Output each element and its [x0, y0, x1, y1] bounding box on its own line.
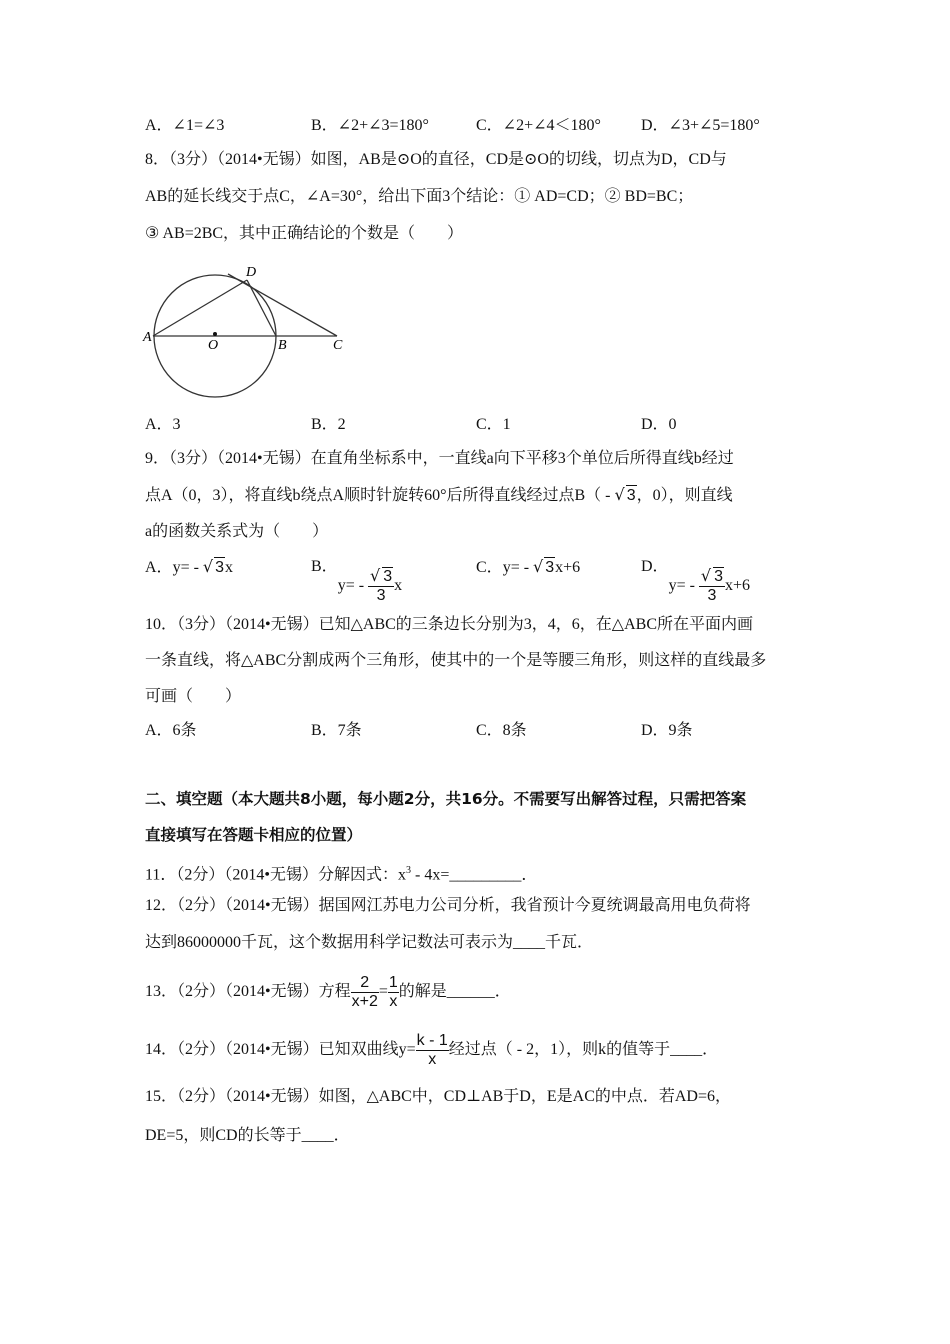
sqrt-icon: √ — [202, 557, 214, 576]
q9-option-a — [145, 557, 233, 578]
q8-stem-line1: 8．（3分）（2014•无锡）如图，AB是⊙O的直径，CD是⊙O的切线，切点为D，CD与 — [145, 151, 727, 168]
label: D． — [641, 558, 669, 575]
label: B． — [311, 558, 338, 575]
q15-line1: 15．（2分）（2014•无锡）如图，△ABC中，CD⊥AB于D，E是AC的中点．若AD=6， — [145, 1088, 731, 1105]
fraction: $\frac{√ 3}{3}$ — [370, 566, 393, 604]
denominator: 3 — [376, 587, 386, 604]
fraction — [416, 1032, 449, 1069]
q9-option-d — [641, 557, 751, 604]
fraction — [388, 974, 399, 1011]
line-dc — [228, 274, 337, 336]
label-c: C — [333, 338, 343, 353]
q9-stem-line2 — [145, 485, 733, 506]
q9-stem-line1: 9．（3分）（2014•无锡）在直角坐标系中，一直线a向下平移3个单位后所得直线b经过 — [145, 450, 734, 467]
text: x — [394, 576, 403, 594]
q7-option-a: A．∠1=∠3 — [145, 117, 225, 134]
label-o: O — [208, 338, 219, 353]
q12-line2: 达到86000000千瓦，这个数据用科学记数法可表示为____千瓦． — [145, 934, 594, 951]
q8-circle-figure — [140, 260, 360, 400]
label-d: D — [246, 265, 257, 280]
text: y= - — [668, 576, 699, 594]
q8-option-a: A．3 — [145, 416, 181, 433]
q10-stem-line3: 可画（ ） — [145, 688, 242, 705]
label-a: A — [143, 330, 152, 345]
label-b: B — [278, 338, 287, 353]
q13 — [145, 972, 511, 1012]
text: - 4x=_________． — [411, 866, 538, 884]
q7-option-b: B．∠2+∠3=180° — [311, 117, 429, 134]
numerator: k - 1 — [416, 1031, 448, 1049]
q9-option-b — [311, 557, 403, 604]
radicand: 3 — [714, 568, 724, 585]
radicand: 3 — [383, 568, 393, 585]
label: C． — [476, 559, 503, 576]
line-db — [247, 280, 276, 336]
text: x+6 — [555, 559, 581, 576]
q7-option-d: D．∠3+∠5=180° — [641, 117, 760, 134]
section-heading-line2: 直接填写在答题卡相应的位置） — [145, 826, 363, 844]
q8-stem-line2: AB的延长线交于点C，∠A=30°，给出下面3个结论：① AD=CD；② BD=BC； — [145, 188, 694, 205]
q10-option-a: A．6条 — [145, 722, 197, 739]
q9-text: ，0），则直线 — [636, 487, 733, 504]
q9-stem-line3: a的函数关系式为（ ） — [145, 523, 329, 540]
q15-line2: DE=5，则CD的长等于____． — [145, 1127, 350, 1144]
q8-option-c: C．1 — [476, 416, 511, 433]
q12-line1: 12．（2分）（2014•无锡）据国网江苏电力公司分析，我省预计今夏统调最高用电负荷将 — [145, 897, 751, 914]
q8-option-b: B．2 — [311, 416, 346, 433]
text: 经过点（ - 2，1），则k的值等于____． — [448, 1041, 719, 1058]
q7-option-c: C．∠2+∠4＜180° — [476, 117, 601, 134]
sqrt-icon: √ — [533, 557, 544, 576]
numerator: 1 — [388, 973, 398, 991]
line-ad — [153, 280, 247, 336]
numerator: 2 — [351, 974, 379, 993]
denominator: x+2 — [351, 992, 378, 1010]
q10-stem-line1: 10．（3分）（2014•无锡）已知△ABC的三条边长分别为3，4，6，在△ABC所在平面内画 — [145, 616, 754, 633]
text: y= - — [172, 559, 203, 576]
radicand: 3 — [545, 559, 555, 576]
q8-stem-line3: ③ AB=2BC，其中正确结论的个数是（ ） — [145, 225, 464, 242]
text: 11．（2分）（2014•无锡）分解因式：x — [145, 866, 407, 884]
q9-option-c — [476, 557, 580, 578]
text: 14．（2分）（2014•无锡）已知双曲线y= — [145, 1041, 416, 1058]
fraction: $\frac{√ 3}{3}$ — [700, 566, 724, 604]
section-heading-line1: 二、填空题（本大题共8小题，每小题2分，共16分。不需要写出解答过程，只需把答案 — [145, 790, 747, 808]
q10-stem-line2: 一条直线，将△ABC分割成两个三角形，使其中的一个是等腰三角形，则这样的直线最多 — [145, 652, 767, 669]
text: y= - — [337, 576, 369, 594]
q9-text: 点A（0，3），将直线b绕点A顺时针旋转60°后所得直线经过点B（ - — [145, 487, 615, 504]
text: 的解是______． — [398, 983, 511, 1000]
text: y= - — [502, 559, 534, 576]
denominator: x — [389, 992, 398, 1010]
q10-option-d: D．9条 — [641, 722, 693, 739]
center-point — [213, 332, 217, 336]
text: x — [225, 559, 234, 576]
sqrt-icon: √ — [614, 485, 625, 504]
q8-option-d: D．0 — [641, 416, 677, 433]
q10-option-c: C．8条 — [476, 722, 527, 739]
q10-option-b: B．7条 — [311, 722, 362, 739]
fraction — [351, 974, 379, 1011]
denominator: 3 — [707, 587, 717, 604]
q9-radicand: 3 — [626, 487, 636, 504]
text: x+6 — [725, 576, 751, 594]
q14 — [145, 1030, 718, 1070]
q11 — [145, 861, 537, 885]
radicand: 3 — [215, 559, 225, 576]
equals: = — [378, 983, 388, 1000]
denominator: x — [428, 1050, 437, 1068]
exponent: 3 — [406, 865, 412, 876]
label: A． — [145, 559, 173, 576]
text: 13．（2分）（2014•无锡）方程 — [145, 983, 351, 1000]
